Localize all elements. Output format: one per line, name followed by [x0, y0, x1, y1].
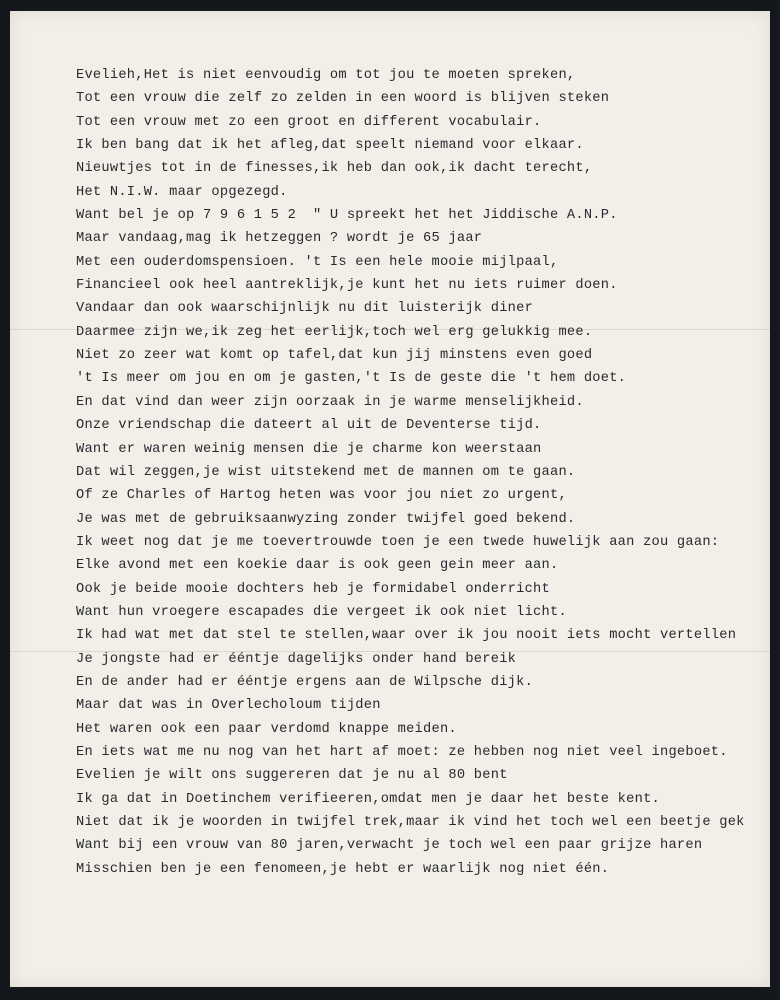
letter-line: Het N.I.W. maar opgezegd. — [76, 184, 288, 200]
letter-line: Ik ga dat in Doetinchem verifieeren,omdat men je daar het beste kent. — [76, 791, 661, 807]
letter-line: Je was met de gebruiksaanwyzing zonder twijfel goed bekend. — [76, 511, 576, 527]
letter-line: Misschien ben je een fenomeen,je hebt er waarlijk nog niet één. — [76, 861, 610, 877]
letter-line: Je jongste had er ééntje dagelijks onder hand bereik — [76, 651, 517, 667]
letter-line: Maar dat was in Overlecholoum tijden — [76, 698, 381, 714]
letter-line: Want bij een vrouw van 80 jaren,verwacht je toch wel een paar grijze haren — [76, 838, 703, 854]
letter-line: Want er waren weinig mensen die je charme kon weerstaan — [76, 441, 542, 457]
letter-line: Ook je beide mooie dochters heb je formidabel onderricht — [76, 581, 550, 597]
letter-line: En dat vind dan weer zijn oorzaak in je warme menselijkheid. — [76, 394, 584, 410]
letter-line: Maar vandaag,mag ik hetzeggen ? wordt je 65 jaar — [76, 231, 483, 247]
letter-line: Evelieh,Het is niet eenvoudig om tot jou te moeten spreken, — [76, 68, 576, 83]
typed-letter-body — [76, 64, 745, 881]
letter-line: 't Is meer om jou en om je gasten,'t Is de geste die 't hem doet. — [76, 371, 627, 387]
letter-line: Het waren ook een paar verdomd knappe meiden. — [76, 721, 457, 737]
letter-line: Want bel je op 7 9 6 1 5 2 " U spreekt het het Jiddische A.N.P. — [76, 208, 618, 224]
letter-line: Ik had wat met dat stel te stellen,waar over ik jou nooit iets mocht vertellen — [76, 628, 737, 644]
letter-line: Elke avond met een koekie daar is ook geen gein meer aan. — [76, 558, 559, 574]
letter-line: Onze vriendschap die dateert al uit de Deventerse tijd. — [76, 418, 542, 434]
letter-line: En de ander had er ééntje ergens aan de Wilpsche dijk. — [76, 674, 534, 690]
letter-line: Financieel ook heel aantreklijk,je kunt het nu iets ruimer doen. — [76, 278, 618, 294]
letter-page — [10, 11, 770, 987]
letter-line: Daarmee zijn we,ik zeg het eerlijk,toch wel erg gelukkig mee. — [76, 324, 593, 340]
letter-line: Dat wil zeggen,je wist uitstekend met de mannen om te gaan. — [76, 464, 576, 480]
letter-line: Met een ouderdomspensioen. 't Is een hele mooie mijlpaal, — [76, 254, 559, 270]
letter-line: Nieuwtjes tot in de finesses,ik heb dan ook,ik dacht terecht, — [76, 161, 593, 177]
letter-line: En iets wat me nu nog van het hart af moet: ze hebben nog niet veel ingeboet. — [76, 744, 728, 760]
letter-line: Niet dat ik je woorden in twijfel trek,maar ik vind het toch wel een beetje gek — [76, 815, 745, 830]
letter-line: Tot een vrouw die zelf zo zelden in een woord is blijven steken — [76, 91, 610, 107]
letter-line: Evelien je wilt ons suggereren dat je nu al 80 bent — [76, 768, 508, 784]
letter-line: Want hun vroegere escapades die vergeet ik ook niet licht. — [76, 604, 567, 620]
letter-line: Niet zo zeer wat komt op tafel,dat kun jij minstens even goed — [76, 348, 593, 364]
letter-line: Ik ben bang dat ik het afleg,dat speelt niemand voor elkaar. — [76, 138, 584, 154]
letter-line: Of ze Charles of Hartog heten was voor jou niet zo urgent, — [76, 488, 567, 504]
letter-line: Vandaar dan ook waarschijnlijk nu dit luisterijk diner — [76, 301, 534, 317]
letter-line: Ik weet nog dat je me toevertrouwde toen je een twede huwelijk aan zou gaan: — [76, 534, 720, 550]
letter-line: Tot een vrouw met zo een groot en different vocabulair. — [76, 114, 542, 130]
